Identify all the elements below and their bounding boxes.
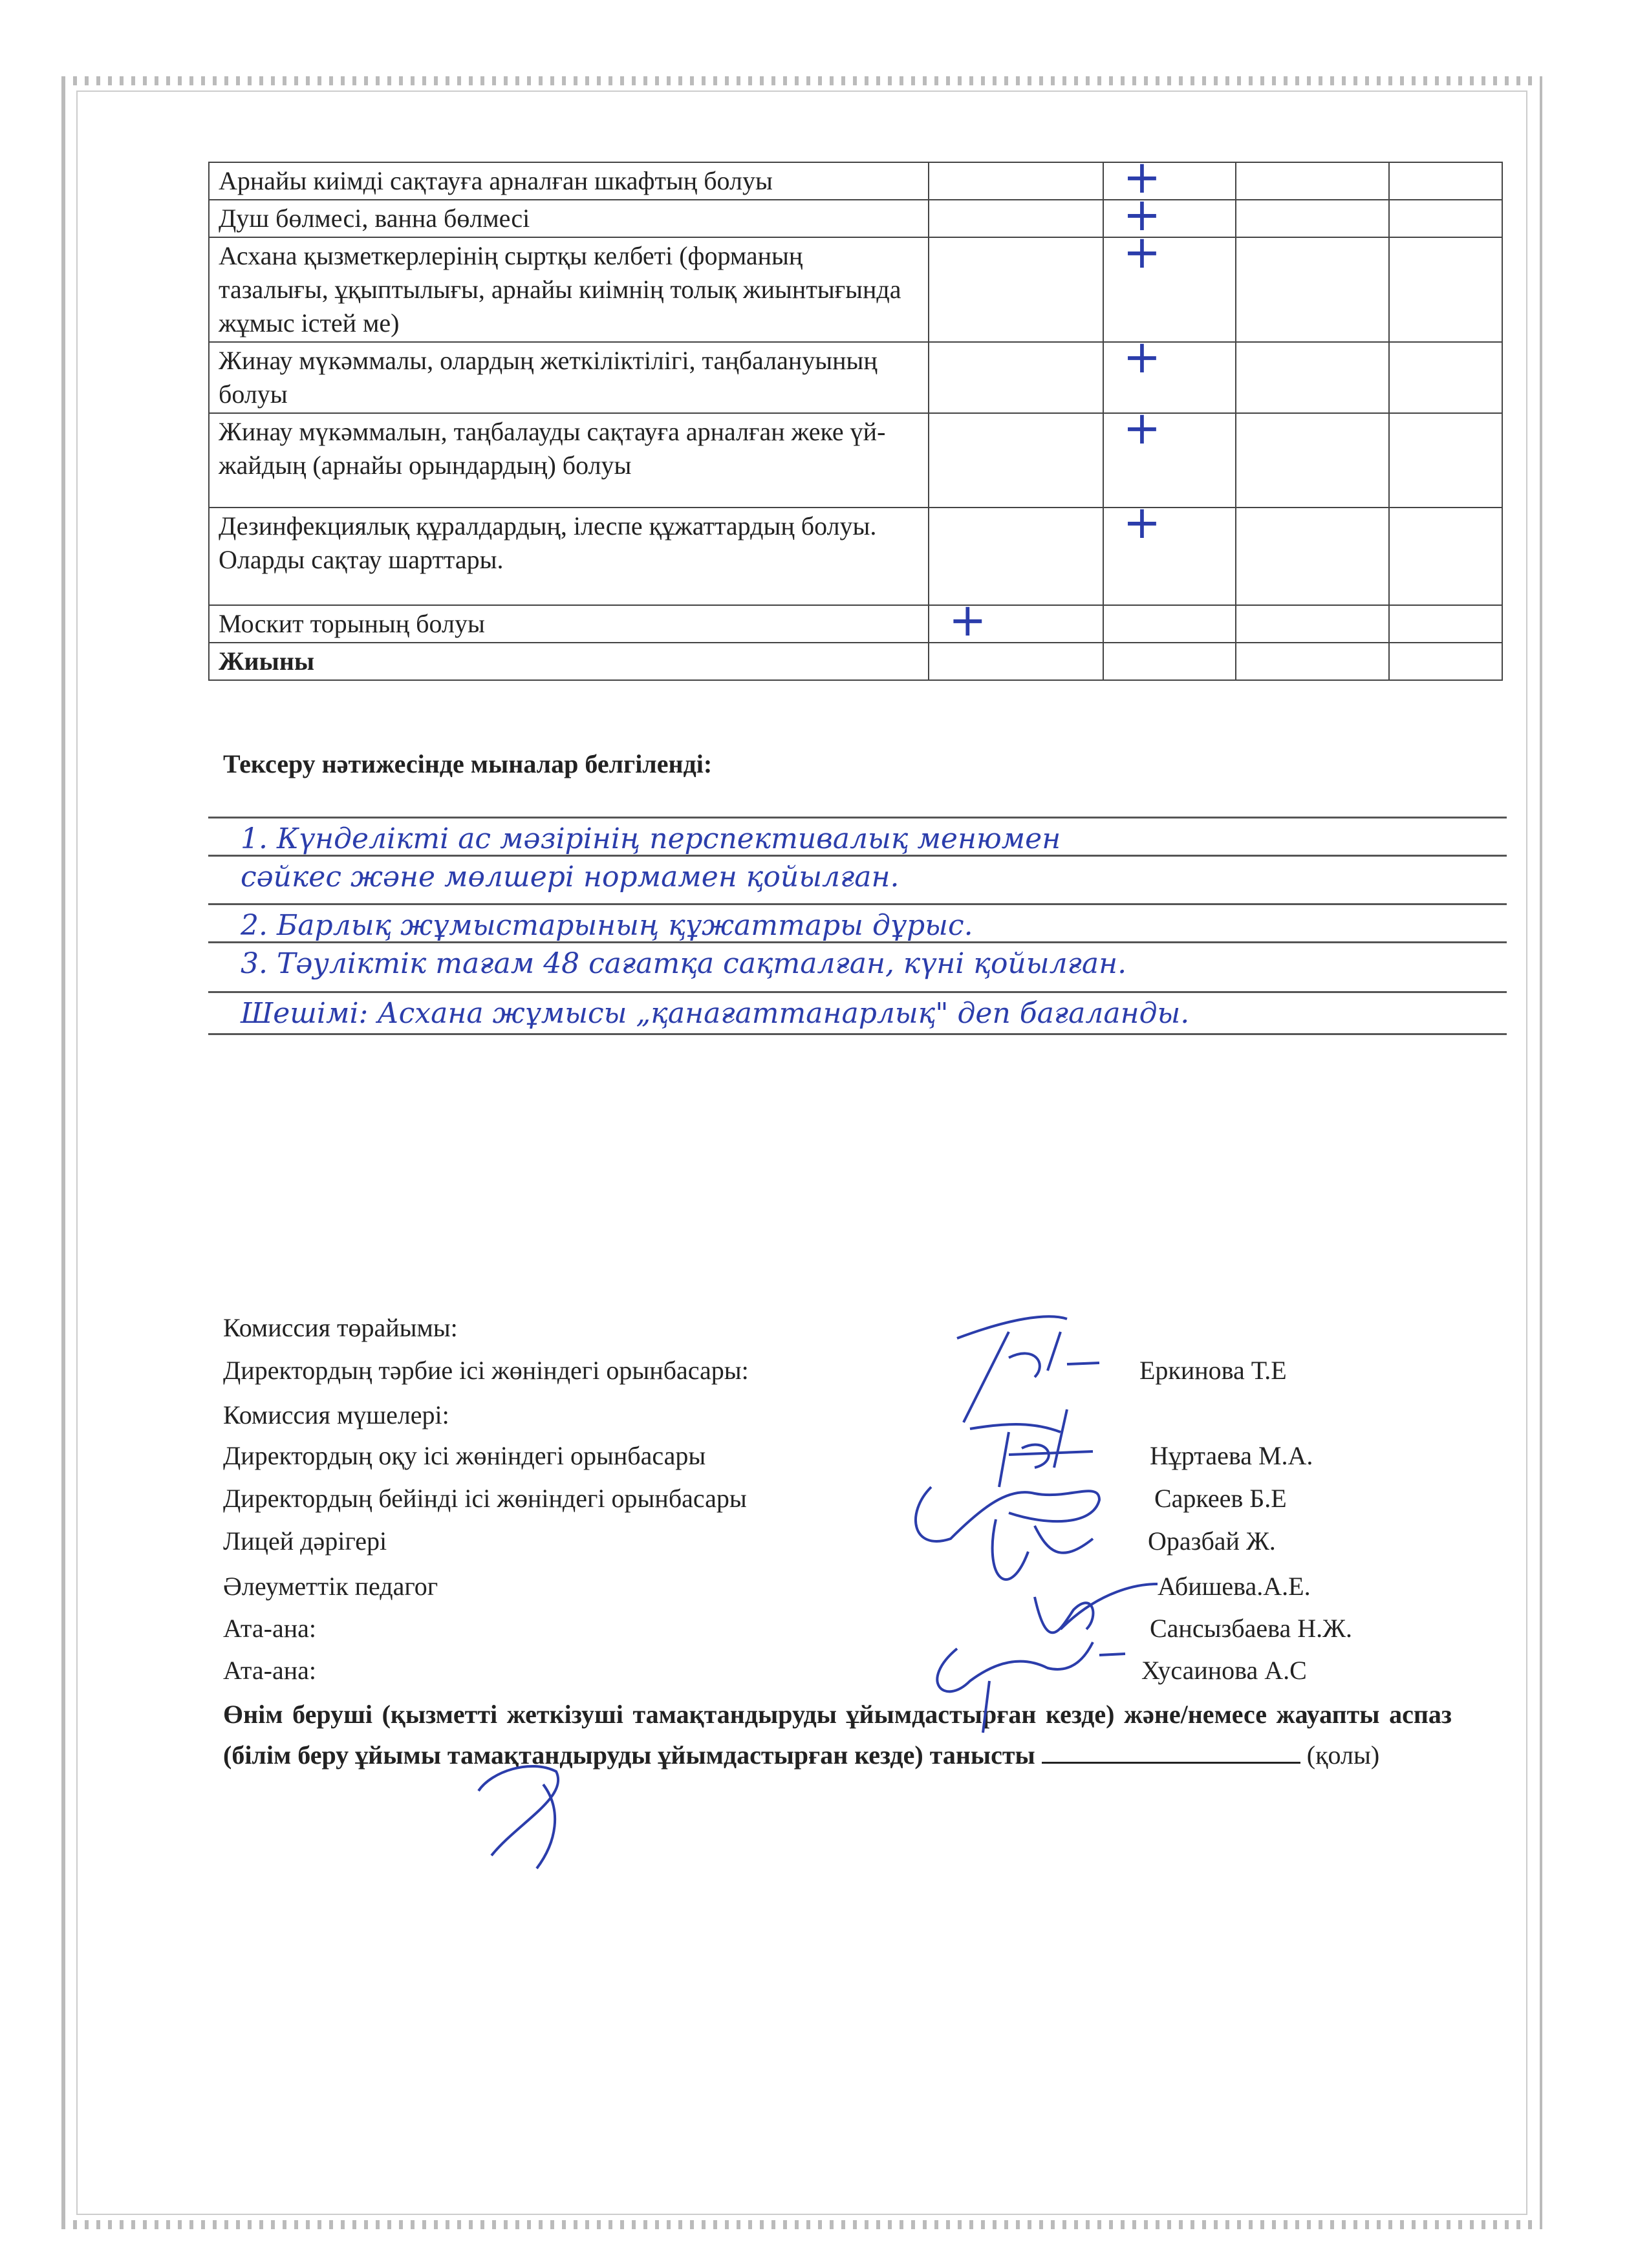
role: Директордың оқу ісі жөніндегі орынбасары	[223, 1441, 706, 1470]
signature	[957, 1316, 1099, 1422]
check-mark: +	[1123, 151, 1161, 204]
check-mark: +	[1123, 330, 1161, 383]
note-line: сәйкес және мөлшері нормамен қойылған.	[208, 857, 1507, 905]
signature	[1035, 1584, 1158, 1632]
role: Ата-ана:	[223, 1656, 316, 1685]
criterion-label: Москит торының болуы	[209, 605, 929, 643]
role: Директордың тәрбие ісі жөніндегі орынбасары:	[223, 1356, 749, 1385]
member-name: Сансызбаева Н.Ж.	[1150, 1614, 1352, 1643]
role: Әлеуметтік педагог	[223, 1572, 438, 1601]
note-line: 3. Тәуліктік тағам 48 сағатқа сақталған, күні қойылған.	[208, 943, 1507, 993]
criterion-label: Жинау мүкәммалы, олардың жеткіліктілігі, таңбалануының болуы	[209, 342, 929, 413]
chair-label: Комиссия төрайымы:	[223, 1313, 458, 1342]
role: Ата-ана:	[223, 1614, 316, 1643]
signature	[916, 1487, 1099, 1579]
criterion-label: Жинау мүкәммалын, таңбалауды сақтауға арналған жеке үй-жайдың (арнайы орындардың) болуы	[209, 413, 929, 508]
signature	[479, 1766, 558, 1868]
member-name: Нұртаева М.А.	[1150, 1441, 1313, 1470]
member-name: Оразбай Ж.	[1148, 1526, 1276, 1556]
member-name: Еркинова Т.Е	[1139, 1356, 1287, 1385]
check-mark: +	[1123, 226, 1161, 279]
check-mark: +	[1123, 188, 1161, 241]
member-name: Абишева.А.Е.	[1158, 1572, 1311, 1601]
criterion-label: Асхана қызметкерлерінің сыртқы келбеті (форманың тазалығы, ұқыптылығы, арнайы киімнің толық жиынтығында жұмыс істей ме)	[209, 237, 929, 342]
note-line: 2. Барлық жұмыстарының құжаттары дұрыс.	[208, 905, 1507, 943]
criterion-label: Душ бөлмесі, ванна бөлмесі	[209, 200, 929, 237]
criterion-label: Арнайы киімді сақтауға арналған шкафтың болуы	[209, 162, 929, 200]
findings-heading: Тексеру нәтижесінде мыналар белгіленді:	[223, 749, 713, 778]
check-mark: +	[948, 594, 987, 647]
check-mark: +	[1123, 401, 1161, 455]
role: Директордың бейінді ісі жөніндегі орынбасары	[223, 1484, 747, 1513]
signature	[937, 1642, 1125, 1733]
acknowledgement: Өнім беруші (қызметті жеткізуші тамақтандыруды ұйымдастырған кезде) және/немесе жауапты аспаз (білім беру ұйымы тамақтандыруды ұйымдастырған кезде) танысты (қолы)	[223, 1700, 1452, 1770]
total-label: Жиыны	[209, 643, 929, 680]
role: Лицей дәрігері	[223, 1526, 387, 1556]
member-name: Хусаинова А.С	[1141, 1656, 1307, 1685]
criterion-label: Дезинфекциялық құралдардың, ілеспе құжаттардың болуы. Оларды сақтау шарттары.	[209, 508, 929, 605]
note-line: Шешімі: Асхана жұмысы „қанағаттанарлық" деп бағаланды.	[208, 993, 1507, 1035]
signature	[970, 1409, 1093, 1487]
member-name: Саркеев Б.Е	[1154, 1484, 1287, 1513]
check-mark: +	[1123, 496, 1161, 549]
note-line: 1. Күнделікті ас мәзірінің перспективалық менюмен	[208, 817, 1507, 857]
members-label: Комиссия мүшелері:	[223, 1400, 449, 1429]
